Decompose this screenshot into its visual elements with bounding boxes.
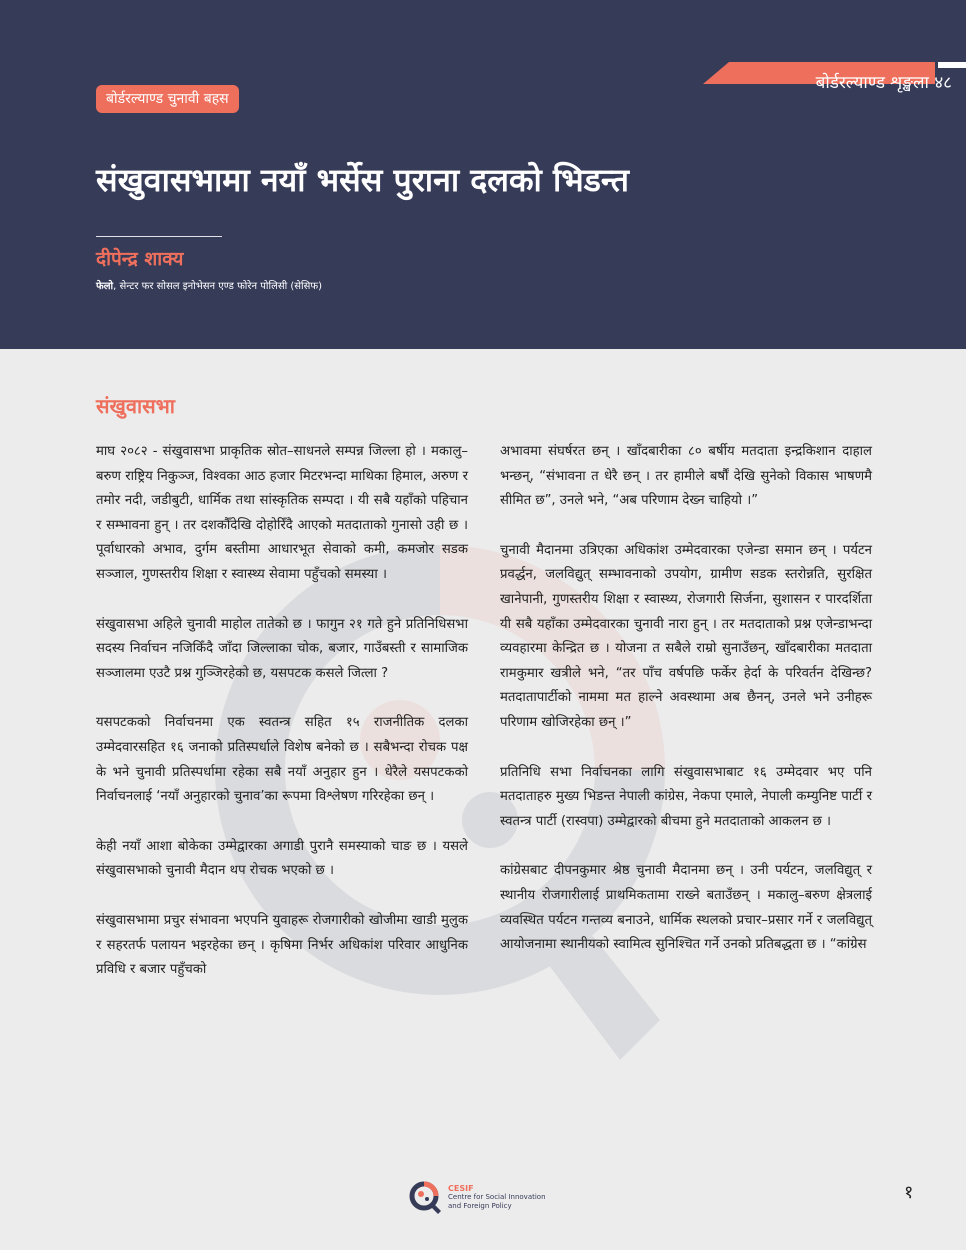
left-column	[96, 440, 468, 1008]
right-column	[500, 440, 872, 983]
author-name: दीपेन्द्र शाक्य	[96, 248, 184, 270]
affiliation-org: , सेन्टर फर सोसल इनोभेसन एण्ड फोरेन पोलिसी (सेसिफ)	[113, 281, 322, 292]
series-label: बोर्डरल्याण्ड शृङ्खला ४८	[815, 73, 952, 93]
header-banner	[0, 0, 966, 349]
paragraph: कांग्रेसबाट दीपनकुमार श्रेष्ठ चुनावी मैदानमा छन् । उनी पर्यटन, जलविद्युत् र स्थानीय रोजगारीलाई प्राथमिकतामा राख्ने बताउँछन् । मकालु–बरुण क्षेत्रलाई व्यवस्थित पर्यटन गन्तव्य बनाउने, धार्मिक स्थलको प्रचार–प्रसार गर्ने र जलविद्युत् आयोजनामा स्थानीयको स्वामित्व सुनिश्चित गर्ने उनको प्रतिबद्धता छ । “कांग्रेस	[500, 863, 872, 953]
logo-text	[448, 1184, 546, 1211]
author-affiliation	[96, 278, 322, 292]
logo-line-2: and Foreign Policy	[448, 1202, 512, 1210]
paragraph: माघ २०८२ - संखुवासभा प्राकृतिक स्रोत–साधनले सम्पन्न जिल्ला हो । मकालु–बरुण राष्ट्रिय निकुञ्ज, विश्वका आठ हजार मिटरभन्दा माथिका हिमाल, अरुण र तमोर नदी, जडीबुटी, धार्मिक तथा सांस्कृतिक सम्पदा । यी सबै यहाँको पहिचान र सम्भावना हुन् । तर दशकौँदेखि दोहोरिँदै आएको मतदाताको गुनासो उही छ । पूर्वाधारको अभाव, दुर्गम बस्तीमा आधारभूत सेवाको कमी, कमजोर सडक सञ्जाल, गुणस्तरीय शिक्षा र स्वास्थ्य सेवामा पहुँचको समस्या ।	[96, 444, 468, 582]
article-title: संखुवासभामा नयाँ भर्सेस पुराना दलको भिडन्त	[96, 161, 629, 199]
logo-line-1: Centre for Social Innovation	[448, 1193, 546, 1201]
paragraph: प्रतिनिधि सभा निर्वाचनका लागि संखुवासभाबाट १६ उम्मेदवार भए पनि मतदाताहरु मुख्य भिडन्त नेपाली कांग्रेस, नेकपा एमाले, नेपाली कम्युनिष्ट पार्टी र स्वतन्त्र पार्टी (रास्वपा) उम्मेद्वारको बीचमा हुने मतदाताको आकलन छ ।	[500, 764, 872, 829]
paragraph: संखुवासभामा प्रचुर संभावना भएपनि युवाहरू रोजगारीको खोजीमा खाडी मुलुक र सहरतर्फ पलायन भइरहेका छन् । कृषिमा निर्भर अधिकांश परिवार आधुनिक प्रविधि र बजार पहुँचको	[96, 912, 468, 978]
cesif-logo-icon	[408, 1180, 444, 1216]
paragraph: संखुवासभा अहिले चुनावी माहोल तातेको छ । फागुन २१ गते हुने प्रतिनिधिसभा सदस्य निर्वाचन नजिकिँदै जाँदा जिल्लाका चोक, बजार, गाउँबस्ती र सामाजिक सञ्जालमा एउटै प्रश्न गुञ्जिरहेको छ, यसपटक कसले जित्ला ?	[96, 616, 468, 681]
title-divider	[96, 236, 222, 237]
affiliation-role: फेलो	[96, 281, 114, 292]
page-number: १	[904, 1182, 914, 1203]
paragraph: यसपटकको निर्वाचनमा एक स्वतन्त्र सहित १५ राजनीतिक दलका उम्मेदवारसहित १६ जनाको प्रतिस्पर्धाले विशेष बनेको छ । सबैभन्दा रोचक पक्ष के भने चुनावी प्रतिस्पर्धामा रहेका सबै नयाँ अनुहार हुन । धेरैले यसपटकको निर्वाचनलाई ‘नयाँ अनुहारको चुनाव’का रूपमा विश्लेषण गरिरहेका छन् ।	[96, 715, 468, 805]
section-heading: संखुवासभा	[96, 394, 175, 418]
accent-stripe-white	[938, 62, 966, 68]
paragraph: चुनावी मैदानमा उत्रिएका अधिकांश उम्मेदवारका एजेन्डा समान छन् । पर्यटन प्रवर्द्धन, जलविद्युत् सम्भावनाको उपयोग, ग्रामीण सडक स्तरोन्नति, सुरक्षित खानेपानी, गुणस्तरीय शिक्षा र स्वास्थ्य, रोजगारी सिर्जना, सुशासन र पारदर्शिता यी सबै यहाँका उम्मेदवारका चुनावी नारा हुन् । तर मतदाताको प्रश्न एजेन्डाभन्दा व्यवहारमा केन्द्रित छ । योजना त सबैले राम्रो सुनाउँछन्, खाँदबारीका मतदाता रामकुमार खत्रीले भने, “तर पाँच वर्षपछि फर्केर हेर्दा के परिवर्तन देखिन्छ? मतदातापार्टीको नाममा मत हाल्ने अवस्थामा अब छैनन्, उनले भने उनीहरू परिणाम खोजिरहेका छन् ।”	[500, 542, 872, 730]
logo-brand: CESIF	[448, 1184, 474, 1193]
footer-logo	[408, 1180, 568, 1216]
paragraph: केही नयाँ आशा बोकेका उम्मेद्वारका अगाडी पुरानै समस्याको चाङ छ । यसले संखुवासभाको चुनावी मैदान थप रोचक भएको छ ।	[96, 838, 468, 879]
paragraph: अभावमा संघर्षरत छन् । खाँदबारीका ८० बर्षीय मतदाता इन्द्रकिशान दाहाल भन्छन्, “संभावना त धेरै छन् । तर हामीले बर्षौं देखि सुनेको विकास भाषणमै सीमित छ”, उनले भने, “अब परिणाम देख्न चाहियो ।”	[500, 444, 872, 509]
category-tag: बोर्डरल्याण्ड चुनावी बहस	[96, 85, 239, 113]
